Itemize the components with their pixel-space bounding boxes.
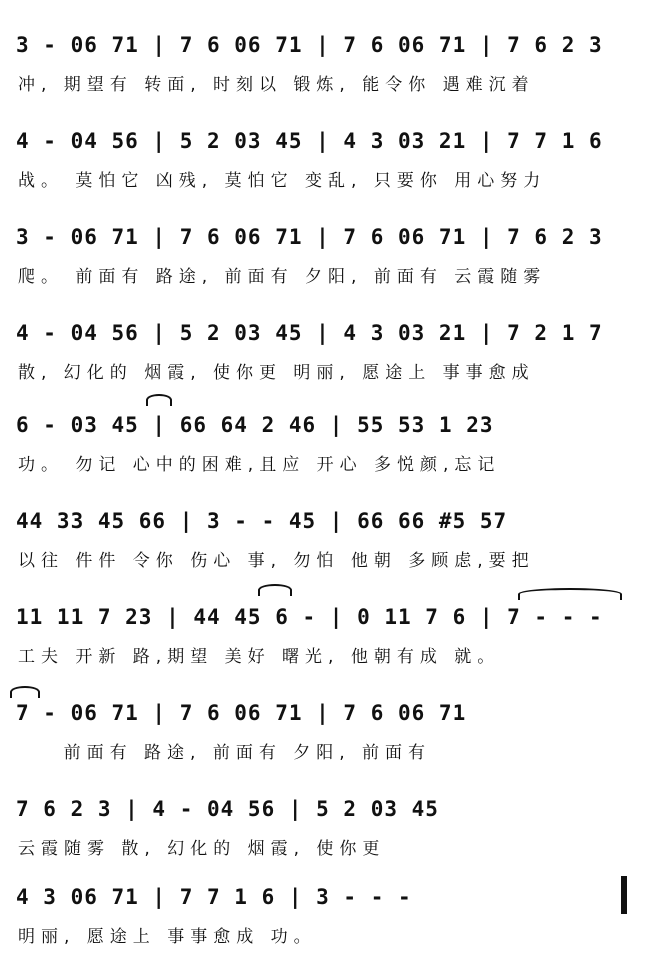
notes-line-3: 3 - 06 71 | 7 6 06 71 | 7 6 06 71 | 7 6 2 3 (16, 225, 603, 249)
lyrics-line-6: 以往 件件 令你 伤心 事, 勿怕 他朝 多顾虑,要把 (18, 551, 535, 571)
score-row-3 (0, 222, 649, 312)
notes-line-4: 4 - 04 56 | 5 2 03 45 | 4 3 03 21 | 7 2 1 7 (16, 321, 603, 345)
lyrics-line-2: 战。 莫怕它 凶残, 莫怕它 变乱, 只要你 用心努力 (18, 171, 547, 191)
lyrics-line-8: 前面有 路途, 前面有 夕阳, 前面有 (18, 743, 432, 763)
notes-line-8: 7 - 06 71 | 7 6 06 71 | 7 6 06 71 (16, 701, 467, 725)
lyrics-line-5: 功。 勿记 心中的困难,且应 开心 多悦颜,忘记 (18, 455, 501, 475)
score-row-8 (0, 698, 649, 788)
score-row-2 (0, 126, 649, 216)
lyrics-line-3: 爬。 前面有 路途, 前面有 夕阳, 前面有 云霞随雾 (18, 267, 547, 287)
notes-line-6: 44 33 45 66 | 3 - - 45 | 66 66 #5 57 (16, 509, 508, 533)
lyrics-line-1: 冲, 期望有 转面, 时刻以 锻炼, 能令你 遇难沉着 (18, 75, 535, 95)
notes-line-1: 3 - 06 71 | 7 6 06 71 | 7 6 06 71 | 7 6 2 3 (16, 33, 603, 57)
notes-line-9: 7 6 2 3 | 4 - 04 56 | 5 2 03 45 (16, 797, 439, 821)
lyrics-line-4: 散, 幻化的 烟霞, 使你更 明丽, 愿途上 事事愈成 (18, 363, 535, 383)
notes-line-10: 4 3 06 71 | 7 7 1 6 | 3 - - - (16, 885, 412, 909)
score-row-7 (0, 602, 649, 692)
notes-line-2: 4 - 04 56 | 5 2 03 45 | 4 3 03 21 | 7 7 1 6 (16, 129, 603, 153)
tie-mark (518, 588, 622, 600)
lyrics-line-7: 工夫 开新 路,期望 美好 曙光, 他朝有成 就。 (18, 647, 501, 667)
score-row-1 (0, 30, 649, 120)
score-row-5 (0, 410, 649, 500)
notes-line-7: 11 11 7 23 | 44 45 6 - | 0 11 7 6 | 7 - - - (16, 605, 603, 629)
score-row-6 (0, 506, 649, 596)
lyrics-line-10: 明丽, 愿途上 事事愈成 功。 (18, 927, 317, 947)
tie-mark (258, 584, 292, 596)
score-row-4 (0, 318, 649, 408)
score-row-10 (0, 882, 649, 972)
lyrics-line-9: 云霞随雾 散, 幻化的 烟霞, 使你更 (18, 839, 386, 859)
tie-mark (10, 686, 40, 698)
score-row-9 (0, 794, 649, 884)
tie-mark (146, 394, 172, 406)
notes-line-5: 6 - 03 45 | 66 64 2 46 | 55 53 1 23 (16, 413, 494, 437)
final-barline (621, 876, 627, 914)
